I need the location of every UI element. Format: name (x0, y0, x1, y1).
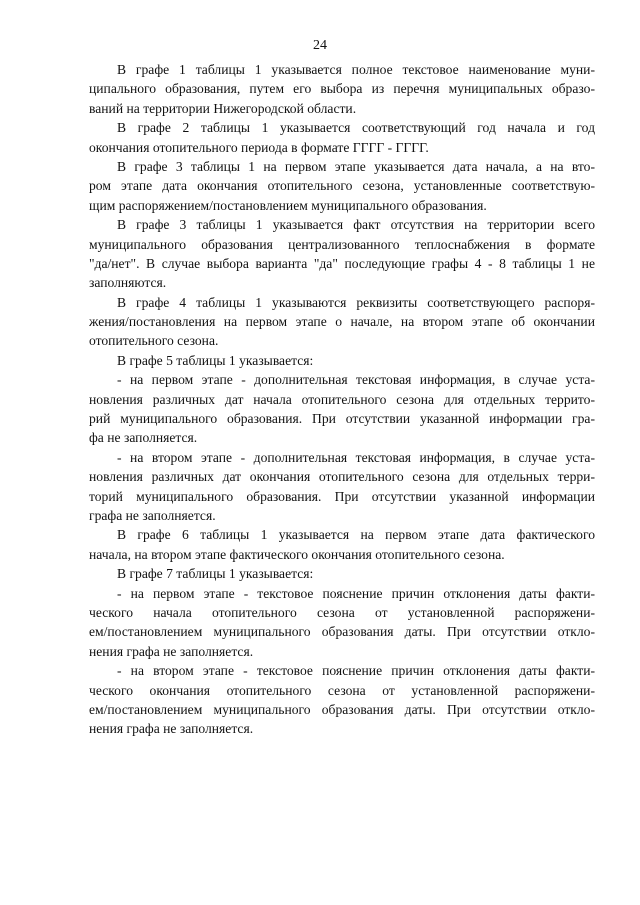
text-line: торий муниципального образования. При отсутствии указанной информации (89, 488, 595, 504)
text-line: В графе 2 таблицы 1 указывается соответствующий год начала и год (117, 120, 595, 136)
text-line: ром этапе дата окончания отопительного сезона, установленные соответствую- (89, 178, 595, 194)
text-line: ципального образования, путем его выбора из перечня муниципальных образо- (89, 81, 595, 97)
text-line: заполняются. (89, 275, 167, 291)
page-number: 24 (313, 38, 327, 53)
text-line: жения/постановления на первом этапе о начале, на втором этапе об окончании (89, 314, 595, 330)
text-line: окончания отопительного периода в формате ГГГГ - ГГГГ. (89, 139, 429, 155)
text-line: ческого окончания отопительного сезона от установленной распоряжени- (89, 682, 595, 698)
text-line: В графе 3 таблицы 1 на первом этапе указывается дата начала, а на вто- (117, 158, 595, 174)
text-line: - на втором этапе - дополнительная текстовая информация, в случае уста- (117, 449, 595, 465)
text-line: новления различных дат окончания отопительного сезона для отдельных терри- (89, 469, 595, 485)
text-line: новления различных дат начала отопительного сезона для отдельных террито- (89, 391, 595, 407)
text-line: отопительного сезона. (89, 333, 219, 349)
text-line: В графе 5 таблицы 1 указывается: (117, 352, 314, 368)
text-line: рий муниципального образования. При отсутствии указанной информации гра- (89, 411, 595, 427)
text-line: нения графа не заполняется. (89, 643, 254, 659)
text-line: В графе 4 таблицы 1 указываются реквизиты соответствующего распоря- (117, 294, 595, 310)
text-line: "да/нет". В случае выбора варианта "да" последующие графы 4 - 8 таблицы 1 не (89, 255, 595, 271)
text-line: В графе 7 таблицы 1 указывается: (117, 566, 314, 582)
text-line: - на втором этапе - текстовое пояснение причин отклонения даты факти- (117, 663, 595, 679)
text-line: - на первом этапе - дополнительная текстовая информация, в случае уста- (117, 372, 595, 388)
text-line: ем/постановлением муниципального образования даты. При отсутствии откло- (89, 701, 595, 717)
text-line: ческого начала отопительного сезона от установленной распоряжени- (89, 604, 595, 620)
text-line: щим распоряжением/постановлением муниципального образования. (89, 197, 487, 213)
text-line: ваний на территории Нижегородской области. (89, 100, 357, 116)
text-line: графа не заполняется. (89, 507, 216, 523)
text-line: начала, на втором этапе фактического окончания отопительного сезона. (89, 546, 505, 562)
text-line: нения графа не заполняется. (89, 721, 254, 737)
text-line: В графе 3 таблицы 1 указывается факт отсутствия на территории всего (117, 217, 595, 233)
text-line: ем/постановлением муниципального образования даты. При отсутствии откло- (89, 624, 595, 640)
text-line: В графе 6 таблицы 1 указывается на первом этапе дата фактического (117, 527, 595, 543)
text-line: - на первом этапе - текстовое пояснение причин отклонения даты факти- (117, 585, 595, 601)
text-line: муниципального образования централизованного теплоснабжения в формате (89, 236, 595, 252)
text-line: В графе 1 таблицы 1 указывается полное текстовое наименование муни- (117, 62, 595, 77)
document-body (89, 60, 595, 739)
text-line: фа не заполняется. (89, 430, 198, 446)
